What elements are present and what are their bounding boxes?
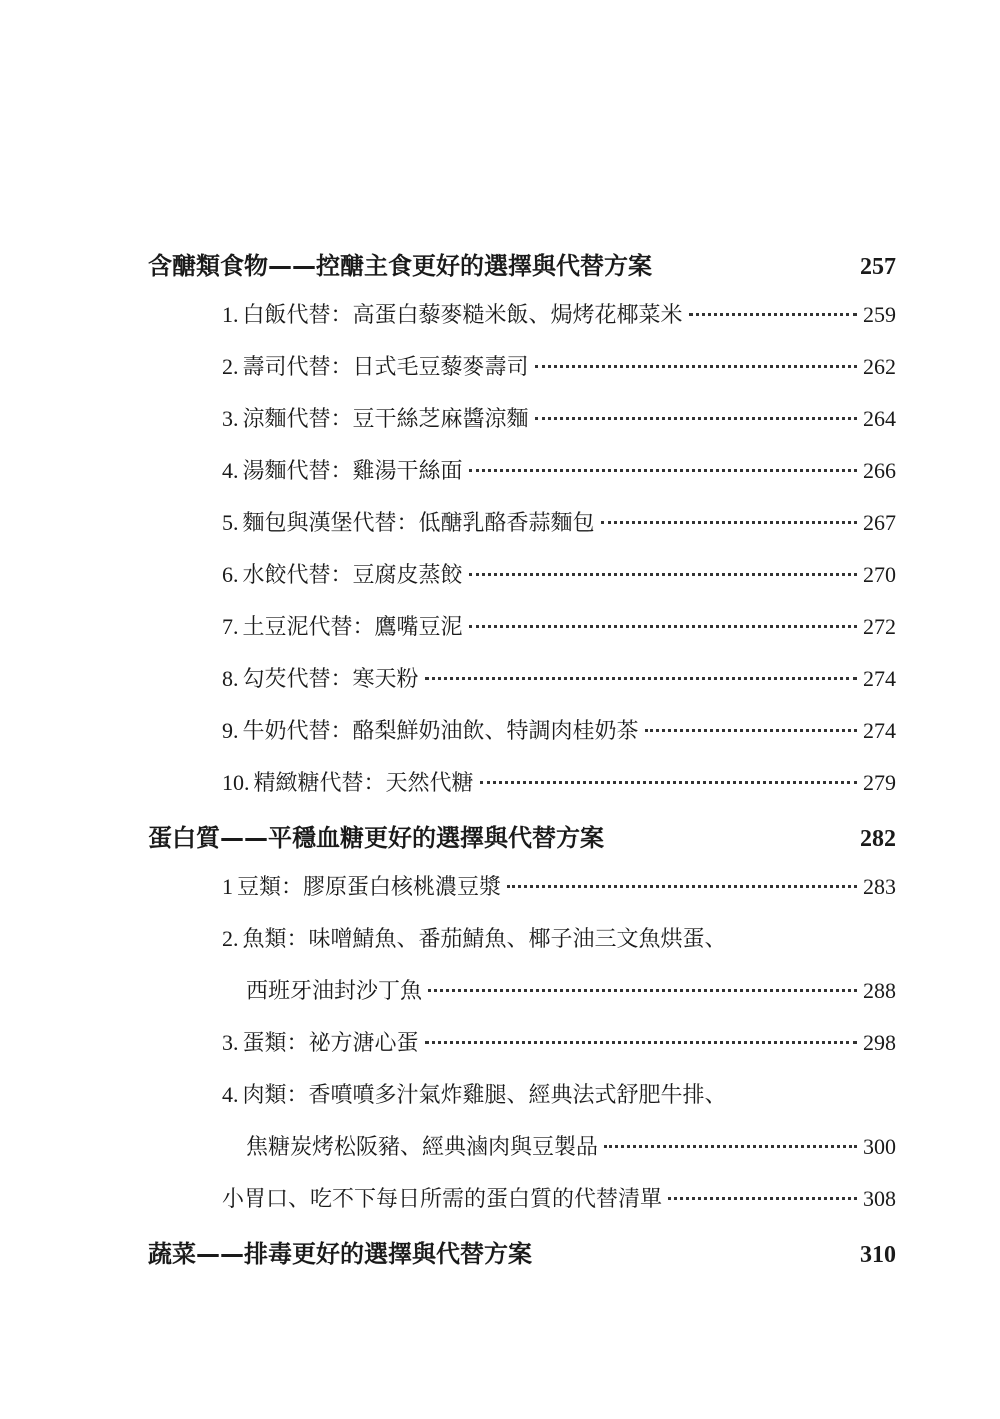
dot-leader [689,313,857,316]
toc-entry [222,610,896,641]
entry-title: 水餃代替：豆腐皮蒸餃 [242,563,463,588]
toc-entry [222,298,896,329]
entry-number: 6. [222,562,239,587]
toc-entry [222,350,896,381]
toc-entry [222,922,896,953]
entry-number: 1 [222,874,233,899]
page-number: 274 [863,666,896,691]
toc-entry [222,766,896,797]
entry-title: 涼麵代替：豆干絲芝麻醬涼麵 [242,407,529,432]
dot-leader [668,1197,857,1200]
entry-title: 豆類：膠原蛋白核桃濃豆漿 [237,875,502,900]
entry-title: 焦糖炭烤松阪豬、經典滷肉與豆製品 [246,1135,599,1160]
page-number: 279 [863,770,896,795]
dot-leader [480,781,857,784]
entry-title: 麵包與漢堡代替：低醣乳酪香蒜麵包 [242,511,595,536]
page-number: 257 [860,254,896,280]
entry-number: 4. [222,458,239,483]
page-number: 282 [860,826,896,852]
entry-number: 9. [222,718,239,743]
toc-entry [222,506,896,537]
dot-leader [601,521,857,524]
section-heading [148,818,896,853]
toc-entry-continuation [246,974,896,1005]
entry-number: 4. [222,1082,239,1107]
entry-title: 蛋類：祕方溏心蛋 [242,1031,419,1056]
entry-number: 7. [222,614,239,639]
entry-title: 壽司代替：日式毛豆藜麥壽司 [242,355,529,380]
toc-entry [222,1078,896,1109]
entry-title: 西班牙油封沙丁魚 [246,979,423,1004]
entry-number: 3. [222,1030,239,1055]
toc-entry [222,558,896,589]
entry-number: 5. [222,510,239,535]
dot-leader [469,625,857,628]
dot-leader [425,1041,857,1044]
entry-number: 2. [222,354,239,379]
section-title: 蔬菜——排毒更好的選擇與代替方案 [148,1240,532,1268]
entry-title: 精緻糖代替：天然代糖 [253,771,474,796]
toc-entry [222,402,896,433]
section-title: 蛋白質——平穩血糖更好的選擇與代替方案 [148,824,604,852]
toc-entry [222,870,896,901]
page-number: 267 [863,510,896,535]
toc-entry [222,714,896,745]
page-number: 310 [860,1242,896,1268]
page-number: 272 [863,614,896,639]
dot-leader [535,417,857,420]
entry-title: 湯麵代替：雞湯干絲面 [242,459,463,484]
entry-title: 牛奶代替：酪梨鮮奶油飲、特調肉桂奶茶 [242,719,639,744]
entry-title: 魚類：味噌鯖魚、番茄鯖魚、椰子油三文魚烘蛋、 [242,927,727,952]
page-number: 266 [863,458,896,483]
page-number: 262 [863,354,896,379]
section-title: 含醣類食物——控醣主食更好的選擇與代替方案 [148,252,652,280]
dot-leader [469,573,857,576]
entry-title: 勾芡代替：寒天粉 [242,667,419,692]
dot-leader [535,365,857,368]
dot-leader [425,677,857,680]
entry-title: 小胃口、吃不下每日所需的蛋白質的代替清單 [222,1187,663,1212]
toc-entry [222,1182,896,1213]
entry-number: 10. [222,770,250,795]
toc-entry-continuation [246,1130,896,1161]
dot-leader [604,1145,857,1148]
page-number: 308 [863,1186,896,1211]
page-number: 283 [863,874,896,899]
page-number: 288 [863,978,896,1003]
dot-leader [469,469,857,472]
entry-number: 1. [222,302,239,327]
entry-title: 土豆泥代替：鷹嘴豆泥 [242,615,463,640]
entry-number: 3. [222,406,239,431]
entry-number: 2. [222,926,239,951]
page-number: 298 [863,1030,896,1055]
entry-title: 白飯代替：高蛋白藜麥糙米飯、焗烤花椰菜米 [242,303,683,328]
section-heading [148,1234,896,1269]
entry-number: 8. [222,666,239,691]
page-number: 259 [863,302,896,327]
page-number: 300 [863,1134,896,1159]
page-number: 264 [863,406,896,431]
entry-title: 肉類：香噴噴多汁氣炸雞腿、經典法式舒肥牛排、 [242,1083,727,1108]
section-heading [148,246,896,281]
toc-entry [222,662,896,693]
dot-leader [645,729,857,732]
dot-leader [507,885,857,888]
toc-entry [222,454,896,485]
page-number: 270 [863,562,896,587]
toc-entry [222,1026,896,1057]
page-number: 274 [863,718,896,743]
dot-leader [428,989,857,992]
